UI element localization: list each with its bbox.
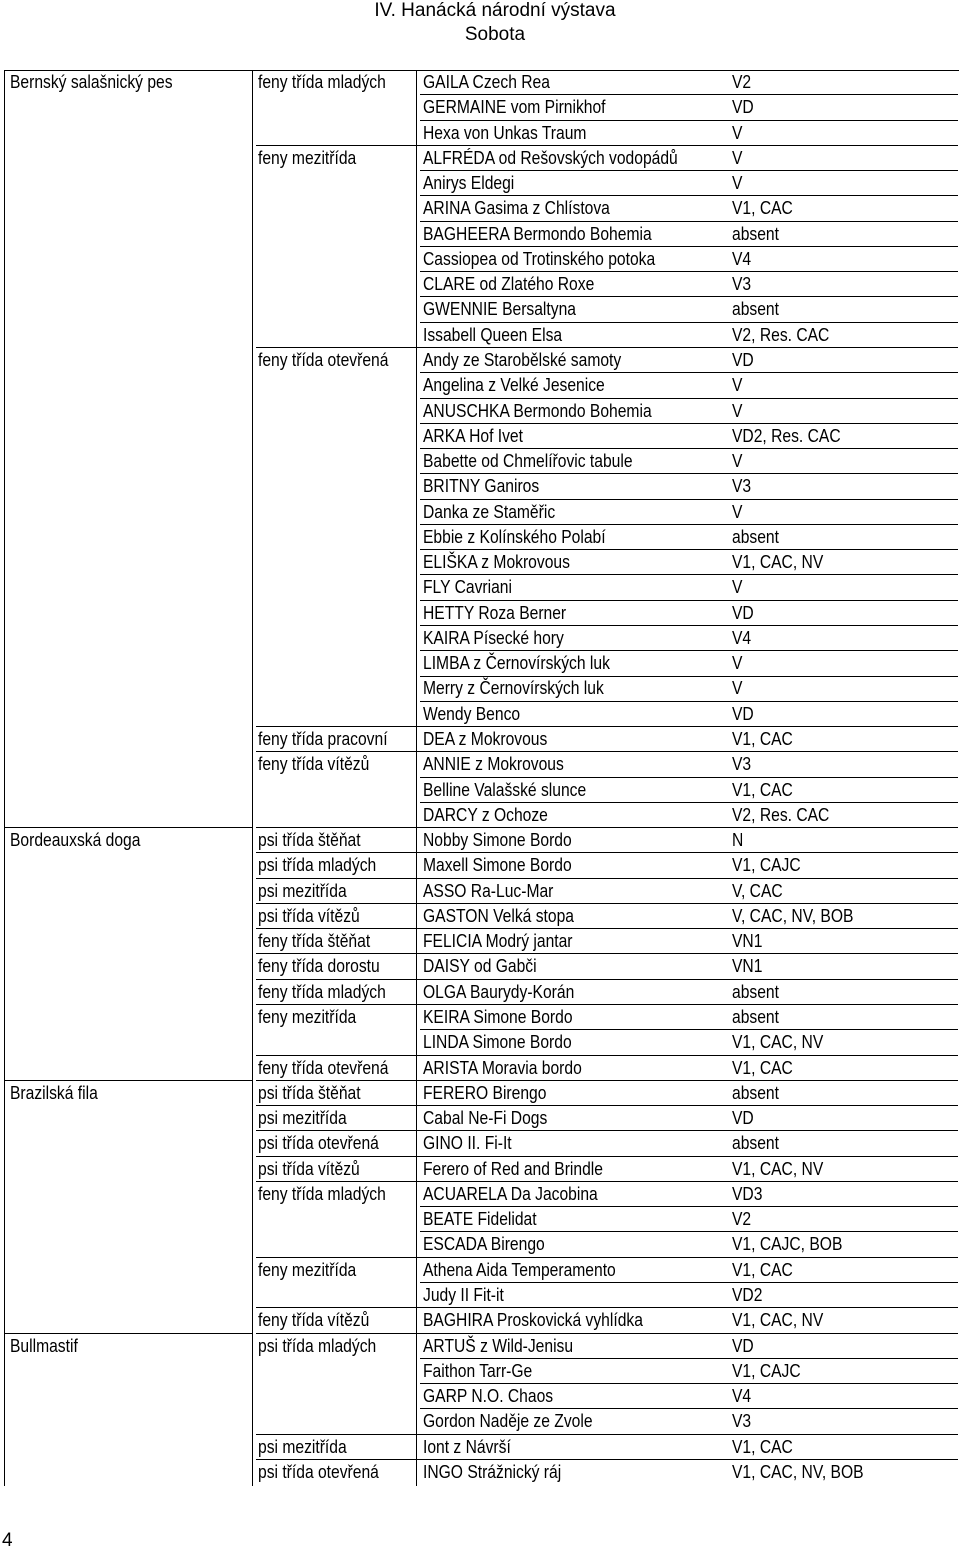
table-row	[0, 1182, 960, 1207]
dog-name-cell: Cabal Ne-Fi Dogs	[423, 1108, 548, 1129]
table-row	[0, 297, 960, 322]
result-cell: V, CAC	[732, 880, 783, 901]
dog-name-cell: ARTUŠ z Wild-Jenisu	[423, 1335, 574, 1356]
result-cell: absent	[732, 299, 779, 320]
dog-name-cell: Maxell Simone Bordo	[423, 855, 572, 876]
table-row	[0, 399, 960, 424]
class-cell: psi třída mladých	[258, 855, 377, 876]
breed-name-cell: Bordeauxská doga	[10, 830, 141, 851]
table-row	[0, 146, 960, 171]
class-cell: feny mezitřída	[258, 1006, 357, 1027]
result-cell: V2, Res. CAC	[732, 804, 830, 825]
table-row	[0, 676, 960, 701]
dog-name-cell: BAGHEERA Bermondo Bohemia	[423, 223, 652, 244]
table-row	[0, 651, 960, 676]
dog-name-cell: ARKA Hof Ivet	[423, 425, 523, 446]
result-cell: V	[732, 122, 743, 143]
result-cell: VD3	[732, 1183, 763, 1204]
dog-name-cell: KAIRA Písecké hory	[423, 627, 564, 648]
page-subtitle-day: Sobota	[464, 24, 526, 45]
table-row	[0, 1056, 960, 1081]
table-row	[0, 853, 960, 878]
table-row	[0, 954, 960, 979]
table-row	[0, 828, 960, 853]
dog-name-cell: KEIRA Simone Bordo	[423, 1006, 573, 1027]
dog-name-cell: Hexa von Unkas Traum	[423, 122, 587, 143]
class-cell: feny třída štěňat	[258, 931, 371, 952]
dog-name-cell: Ferero of Red and Brindle	[423, 1158, 603, 1179]
table-row	[0, 1435, 960, 1460]
dog-name-cell: DARCY z Ochoze	[423, 804, 548, 825]
dog-name-cell: ALFRÉDA od Rešovských vodopádů	[423, 147, 678, 168]
table-row	[0, 1308, 960, 1333]
dog-name-cell: FERERO Birengo	[423, 1082, 547, 1103]
dog-name-cell: Merry z Černovírských luk	[423, 678, 604, 699]
result-cell: V2	[732, 1209, 752, 1230]
table-row	[0, 575, 960, 600]
dog-name-cell: ELIŠKA z Mokrovous	[423, 552, 570, 573]
result-cell: V	[732, 173, 743, 194]
result-cell: V1, CAC, NV, BOB	[732, 1461, 864, 1482]
table-row	[0, 1409, 960, 1434]
dog-name-cell: GWENNIE Bersaltyna	[423, 299, 576, 320]
result-cell: V3	[732, 476, 752, 497]
dog-name-cell: Angelina z Velké Jesenice	[423, 375, 605, 396]
dog-name-cell: Wendy Benco	[423, 703, 521, 724]
table-row	[0, 500, 960, 525]
table-row	[0, 95, 960, 120]
class-cell: psi třída vítězů	[258, 1158, 360, 1179]
result-cell: V1, CAJC	[732, 1360, 801, 1381]
table-row	[0, 222, 960, 247]
result-cell: V1, CAC, NV	[732, 1032, 824, 1053]
table-row	[0, 879, 960, 904]
result-cell: V1, CAC	[732, 1436, 793, 1457]
table-row	[0, 424, 960, 449]
result-cell: absent	[732, 1006, 779, 1027]
dog-name-cell: INGO Strážnický ráj	[423, 1461, 562, 1482]
table-row	[0, 727, 960, 752]
table-row	[0, 70, 960, 95]
dog-name-cell: ANNIE z Mokrovous	[423, 754, 564, 775]
result-cell: V3	[732, 754, 752, 775]
table-row	[0, 196, 960, 221]
class-cell: psi třída vítězů	[258, 905, 360, 926]
result-cell: VD2, Res. CAC	[732, 425, 841, 446]
table-row	[0, 601, 960, 626]
result-cell: absent	[732, 1082, 779, 1103]
result-cell: VN1	[732, 956, 763, 977]
result-cell: V1, CAJC	[732, 855, 801, 876]
table-row	[0, 474, 960, 499]
result-cell: V1, CAC, NV	[732, 1158, 824, 1179]
table-row	[0, 803, 960, 828]
result-cell: V, CAC, NV, BOB	[732, 905, 854, 926]
class-cell: feny třída mladých	[258, 72, 386, 92]
class-cell: psi třída štěňat	[258, 830, 361, 851]
class-cell: feny třída otevřená	[258, 1057, 389, 1078]
result-cell: V1, CAJC, BOB	[732, 1234, 843, 1255]
result-cell: V	[732, 147, 743, 168]
breed-name-cell: Brazilská fila	[10, 1082, 98, 1103]
dog-name-cell: BAGHIRA Proskovická vyhlídka	[423, 1310, 643, 1331]
result-cell: V2	[732, 72, 752, 92]
result-cell: V1, CAC	[732, 729, 793, 750]
table-row	[0, 1106, 960, 1131]
dog-name-cell: OLGA Baurydy-Korán	[423, 981, 575, 1002]
result-cell: absent	[732, 1133, 779, 1154]
dog-name-cell: FELICIA Modrý jantar	[423, 931, 573, 952]
class-cell: feny třída vítězů	[258, 754, 370, 775]
table-row	[0, 1359, 960, 1384]
table-row	[0, 1131, 960, 1156]
dog-name-cell: GERMAINE vom Pirnikhof	[423, 97, 606, 118]
class-cell: feny třída mladých	[258, 981, 386, 1002]
table-row	[0, 550, 960, 575]
dog-name-cell: FLY Cavriani	[423, 577, 512, 598]
result-cell: V3	[732, 274, 752, 295]
table-row	[0, 929, 960, 954]
breed-name-cell: Bullmastif	[10, 1335, 78, 1356]
table-row	[0, 1030, 960, 1055]
result-cell: VN1	[732, 931, 763, 952]
table-row	[0, 373, 960, 398]
dog-name-cell: BEATE Fidelidat	[423, 1209, 537, 1230]
table-row	[0, 171, 960, 196]
result-cell: V1, CAC	[732, 198, 793, 219]
dog-name-cell: Gordon Naděje ze Zvole	[423, 1411, 593, 1432]
result-cell: V	[732, 375, 743, 396]
dog-name-cell: Ebbie z Kolínského Polabí	[423, 526, 606, 547]
table-row	[0, 778, 960, 803]
result-cell: V4	[732, 627, 752, 648]
dog-name-cell: ARINA Gasima z Chlístova	[423, 198, 610, 219]
dog-name-cell: ANUSCHKA Bermondo Bohemia	[423, 400, 652, 421]
dog-name-cell: Judy II Fit-it	[423, 1284, 504, 1305]
result-cell: V	[732, 400, 743, 421]
dog-name-cell: LINDA Simone Bordo	[423, 1032, 572, 1053]
result-cell: VD	[732, 602, 754, 623]
dog-name-cell: Anirys Eldegi	[423, 173, 515, 194]
result-cell: V4	[732, 248, 752, 269]
dog-name-cell: LIMBA z Černovírských luk	[423, 653, 610, 674]
dog-name-cell: GASTON Velká stopa	[423, 905, 574, 926]
table-row	[0, 449, 960, 474]
table-row	[0, 1232, 960, 1257]
dog-name-cell: ESCADA Birengo	[423, 1234, 545, 1255]
class-cell: feny třída mladých	[258, 1183, 386, 1204]
dog-name-cell: GINO II. Fi-It	[423, 1133, 512, 1154]
class-cell: psi třída otevřená	[258, 1461, 379, 1482]
table-row	[0, 525, 960, 550]
result-cell: V4	[732, 1386, 752, 1407]
dog-name-cell: ACUARELA Da Jacobina	[423, 1183, 598, 1204]
table-row	[0, 1258, 960, 1283]
table-row	[0, 980, 960, 1005]
breed-name-cell: Bernský salašnický pes	[10, 72, 173, 92]
table-row	[0, 1081, 960, 1106]
dog-name-cell: Athena Aida Temperamento	[423, 1259, 616, 1280]
result-cell: V	[732, 577, 743, 598]
table-row	[0, 323, 960, 348]
table-row	[0, 1460, 960, 1485]
dog-name-cell: Belline Valašské slunce	[423, 779, 587, 800]
page-title: IV. Hanácká národní výstava	[374, 0, 616, 21]
dog-name-cell: Cassiopea od Trotinského potoka	[423, 248, 656, 269]
dog-name-cell: Issabell Queen Elsa	[423, 324, 563, 345]
dog-name-cell: Nobby Simone Bordo	[423, 830, 572, 851]
result-cell: VD	[732, 349, 754, 370]
result-cell: V	[732, 501, 743, 522]
table-row	[0, 348, 960, 373]
dog-name-cell: ARISTA Moravia bordo	[423, 1057, 582, 1078]
class-cell: feny třída vítězů	[258, 1310, 370, 1331]
dog-name-cell: Babette od Chmelířovic tabule	[423, 451, 633, 472]
class-cell: feny mezitřída	[258, 147, 357, 168]
result-cell: V3	[732, 1411, 752, 1432]
result-cell: VD	[732, 97, 754, 118]
result-cell: V1, CAC	[732, 1259, 793, 1280]
table-row	[0, 1157, 960, 1182]
result-cell: V1, CAC, NV	[732, 552, 824, 573]
dog-name-cell: Andy ze Starobělské samoty	[423, 349, 622, 370]
table-row	[0, 752, 960, 777]
class-cell: feny třída dorostu	[258, 956, 380, 977]
dog-name-cell: HETTY Roza Berner	[423, 602, 567, 623]
dog-name-cell: Iont z Návrší	[423, 1436, 511, 1457]
class-cell: psi mezitřída	[258, 1108, 347, 1129]
table-row	[0, 904, 960, 929]
table-row	[0, 1207, 960, 1232]
result-cell: V2, Res. CAC	[732, 324, 830, 345]
page-number: 4	[2, 1530, 13, 1551]
class-cell: psi třída štěňat	[258, 1082, 361, 1103]
result-cell: VD	[732, 1335, 754, 1356]
table-row	[0, 626, 960, 651]
class-cell: feny třída otevřená	[258, 349, 389, 370]
result-cell: V1, CAC	[732, 779, 793, 800]
result-cell: VD	[732, 703, 754, 724]
table-row	[0, 702, 960, 727]
table-row	[0, 1334, 960, 1359]
result-cell: V	[732, 451, 743, 472]
dog-name-cell: DAISY od Gabči	[423, 956, 537, 977]
result-cell: V1, CAC, NV	[732, 1310, 824, 1331]
table-row	[0, 247, 960, 272]
dog-name-cell: ASSO Ra-Luc-Mar	[423, 880, 554, 901]
result-cell: VD	[732, 1108, 754, 1129]
class-cell: feny mezitřída	[258, 1259, 357, 1280]
table-row	[0, 1384, 960, 1409]
result-cell: absent	[732, 223, 779, 244]
dog-name-cell: Faithon Tarr-Ge	[423, 1360, 533, 1381]
table-row	[0, 1283, 960, 1308]
dog-name-cell: GAILA Czech Rea	[423, 72, 550, 92]
result-cell: VD2	[732, 1284, 763, 1305]
result-cell: absent	[732, 981, 779, 1002]
class-cell: psi mezitřída	[258, 880, 347, 901]
dog-name-cell: DEA z Mokrovous	[423, 729, 548, 750]
dog-name-cell: GARP N.O. Chaos	[423, 1386, 554, 1407]
result-cell: absent	[732, 526, 779, 547]
result-cell: N	[732, 830, 744, 851]
table-row	[0, 1005, 960, 1030]
class-cell: psi třída otevřená	[258, 1133, 379, 1154]
class-cell: psi třída mladých	[258, 1335, 377, 1356]
result-cell: V1, CAC	[732, 1057, 793, 1078]
class-cell: feny třída pracovní	[258, 729, 388, 750]
dog-name-cell: Danka ze Staměřic	[423, 501, 556, 522]
dog-name-cell: CLARE od Zlatého Roxe	[423, 274, 595, 295]
dog-name-cell: BRITNY Ganiros	[423, 476, 540, 497]
result-cell: V	[732, 678, 743, 699]
table-row	[0, 121, 960, 146]
class-cell: psi mezitřída	[258, 1436, 347, 1457]
table-row	[0, 272, 960, 297]
result-cell: V	[732, 653, 743, 674]
